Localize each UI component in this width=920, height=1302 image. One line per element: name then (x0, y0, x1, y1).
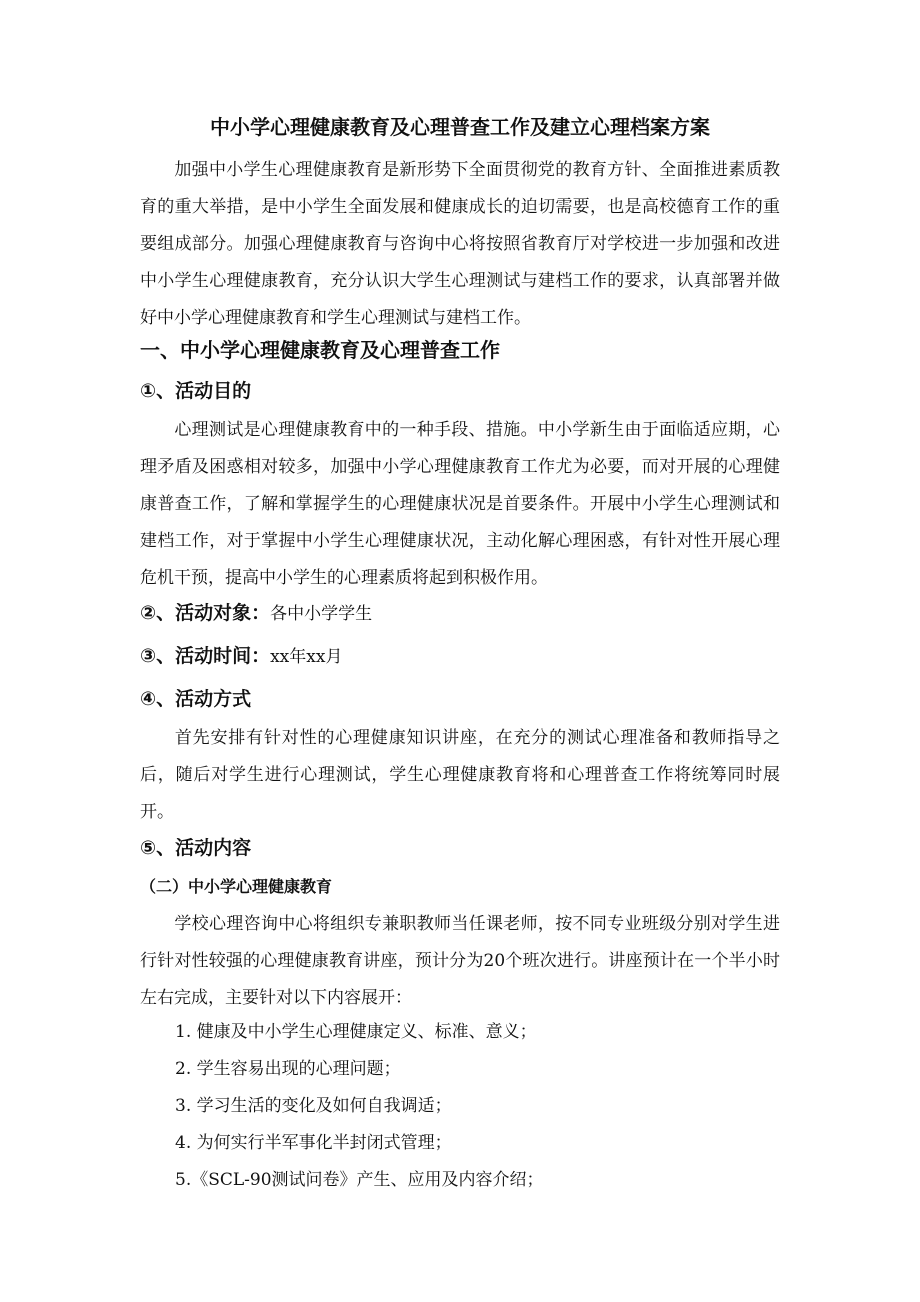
item-target-label: ②、活动对象： (140, 602, 271, 624)
purpose-text: 心理测试是心理健康教育中的一种手段、措施。中小学新生由于面临适应期，心理矛盾及困惑相对较多，加强中小学心理健康教育工作尤为必要，而对开展的心理健康普查工作，了解和掌握学生的心理健康状况是首要条件。开展中小学生心理测试和建档工作，对于掌握中小学生心理健康状况，主动化解心理困惑，有针对性开展心理危机干预，提高中小学生的心理素质将起到积极作用。 (140, 420, 780, 588)
section-heading: 一、中小学心理健康教育及心理普查工作 (140, 338, 500, 362)
purpose-paragraph (140, 412, 780, 597)
item-heading-content: ⑤、活动内容 (140, 837, 252, 859)
sub-text: 学校心理咨询中心将组织专兼职教师当任课老师，按不同专业班级分别对学生进行针对性较强的心理健康教育讲座，预计分为20个班次进行。讲座预计在一个半小时左右完成，主要针对以下内容展开： (140, 914, 780, 1008)
method-text: 首先安排有针对性的心理健康知识讲座，在充分的测试心理准备和教师指导之后，随后对学生进行心理测试，学生心理健康教育将和心理普查工作将统筹同时展开。 (140, 728, 780, 822)
sub-heading: （二）中小学心理健康教育 (140, 877, 333, 896)
list-item: 4. 为何实行半军事化半封闭式管理； (175, 1133, 452, 1153)
item-heading-method: ④、活动方式 (140, 688, 252, 710)
list-item: 5.《SCL-90测试问卷》产生、应用及内容介绍； (175, 1170, 544, 1190)
item-target (140, 598, 372, 629)
list-item: 1. 健康及中小学生心理健康定义、标准、意义； (175, 1022, 537, 1042)
item-heading-purpose: ①、活动目的 (140, 380, 252, 402)
item-time (140, 641, 342, 672)
intro-text: 加强中小学生心理健康教育是新形势下全面贯彻党的教育方针、全面推进素质教育的重大举措，是中小学生全面发展和健康成长的迫切需要，也是高校德育工作的重要组成部分。加强心理健康教育与咨询中心将按照省教育厅对学校进一步加强和改进中小学生心理健康教育，充分认识大学生心理测试与建档工作的要求，认真部署并做好中小学心理健康教育和学生心理测试与建档工作。 (140, 160, 780, 328)
item-target-value: 各中小学学生 (270, 604, 373, 624)
method-paragraph (140, 720, 780, 831)
list-item: 2. 学生容易出现的心理问题； (175, 1059, 401, 1079)
item-time-value: xx年xx月 (270, 647, 343, 667)
item-time-label: ③、活动时间： (140, 645, 271, 667)
intro-paragraph (140, 152, 780, 337)
list-item: 3. 学习生活的变化及如何自我调适； (175, 1096, 452, 1116)
document-title: 中小学心理健康教育及心理普查工作及建立心理档案方案 (210, 115, 710, 139)
sub-paragraph (140, 906, 780, 1017)
